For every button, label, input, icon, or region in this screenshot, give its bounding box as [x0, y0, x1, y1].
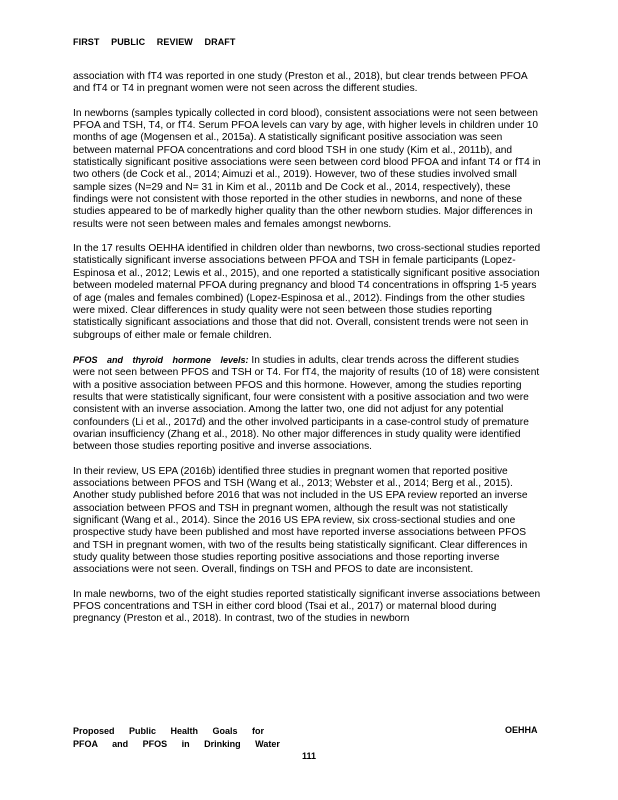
paragraph-pfoa-newborns: In newborns (samples typically collected in cord blood), consistent associations were not seen between PFOA and TSH, T4, or fT4. Serum PFOA levels can vary by age, with higher levels in children under 10 months of age (Mogensen et al., 2015a). A statistically significant positive association was seen between maternal PFOA concentrations and cord blood TSH in one study (Kim et al., 2011b), and statistically significant positive associations were seen between cord blood PFOA and infant T4 or fT4 in two others (de Cock et al., 2014; Aimuzi et al., 2019). However, two of these studies involved small sample sizes (N=29 and N= 31 in Kim et al., 2011b and De Cock et al., 2014, respectively), these findings were not consistent with those reported in the other studies in newborns, and none of these studies appeared to be of markedly higher quality than the other newborn studies. Major differences in results were not seen between males and females amongst newborns.: [73, 107, 541, 230]
paragraph-pfoa-pregnant: association with fT4 was reported in one study (Preston et al., 2018), but clear trends between PFOA and fT4 or T4 in pregnant women were not seen across the different studies.: [73, 71, 528, 95]
page-number: 111: [301, 751, 317, 761]
draft-header: FIRST PUBLIC REVIEW DRAFT: [73, 37, 236, 47]
footer-agency: OEHHA: [505, 725, 538, 735]
main-text: [73, 71, 541, 638]
paragraph-pfos-adults: [73, 354, 541, 454]
paragraph-pfos-pregnant: In their review, US EPA (2016b) identified three studies in pregnant women that reported positive associations between PFOS and TSH (Wang et al., 2013; Webster et al., 2014; Berg et al., 2015). Another study published before 2016 that was not included in the US EPA review reported an inverse association between PFOS and TSH in pregnant women, although the result was not statistically significant (Wang et al., 2014). Since the 2016 US EPA review, six cross-sectional studies and one prospective study have been published and most have reported inverse associations between PFOS and TSH in pregnant women, with two of the results being statistically significant. Clear differences in study quality between those studies reporting positive associations and those reporting inverse associations were not seen. Overall, findings on TSH and PFOS to date are inconsistent.: [73, 465, 528, 576]
footer-document-title: [73, 725, 280, 750]
paragraph-pfos-newborns: In male newborns, two of the eight studies reported statistically significant inverse associations between PFOS concentrations and TSH in either cord blood (Tsai et al., 2017) or maternal blood during pregnancy (Preston et al., 2018). In contrast, two of the studies in newborn: [73, 588, 541, 625]
section-lead-heading: PFOS and thyroid hormone levels:: [73, 354, 249, 365]
paragraph-pfoa-children: In the 17 results OEHHA identified in children older than newborns, two cross-sectional studies reported statistically significant inverse associations between PFOA and TSH in female participants (Lopez-Espinosa et al., 2012; Lewis et al., 2015), and one reported a statistically significant positive association between modeled maternal PFOA during pregnancy and blood T4 concentrations in offspring 1-5 years of age (males and females combined) (Lopez-Espinosa et al., 2012). Findings from the other studies were mixed. Clear differences in study quality were not seen between those studies reporting statistically significant associations and those that did not. Overall, consistent trends were not seen in subgroups of either male or female children.: [73, 243, 541, 341]
paragraph-pfos-adults-text: In studies in adults, clear trends across the different studies were not seen between PFOS and TSH or T4. For fT4, the majority of results (10 of 18) were consistent with a positive association between PFOS and this hormone. However, among the studies reporting results that were statistically significant, four were consistent with a positive association and two were consistent with an inverse association. Among the latter two, one did not adjust for any potential confounders (Li et al., 2017d) and the other involved participants in a case-control study of premature ovarian insufficiency (Zhang et al., 2018). No other major differences in study quality were identified between those studies reporting positive and inverse associations.: [73, 354, 540, 453]
footer-title-line-1: Proposed Public Health Goals for: [73, 726, 265, 736]
footer-title-line-2: PFOA and PFOS in Drinking Water: [73, 738, 280, 749]
